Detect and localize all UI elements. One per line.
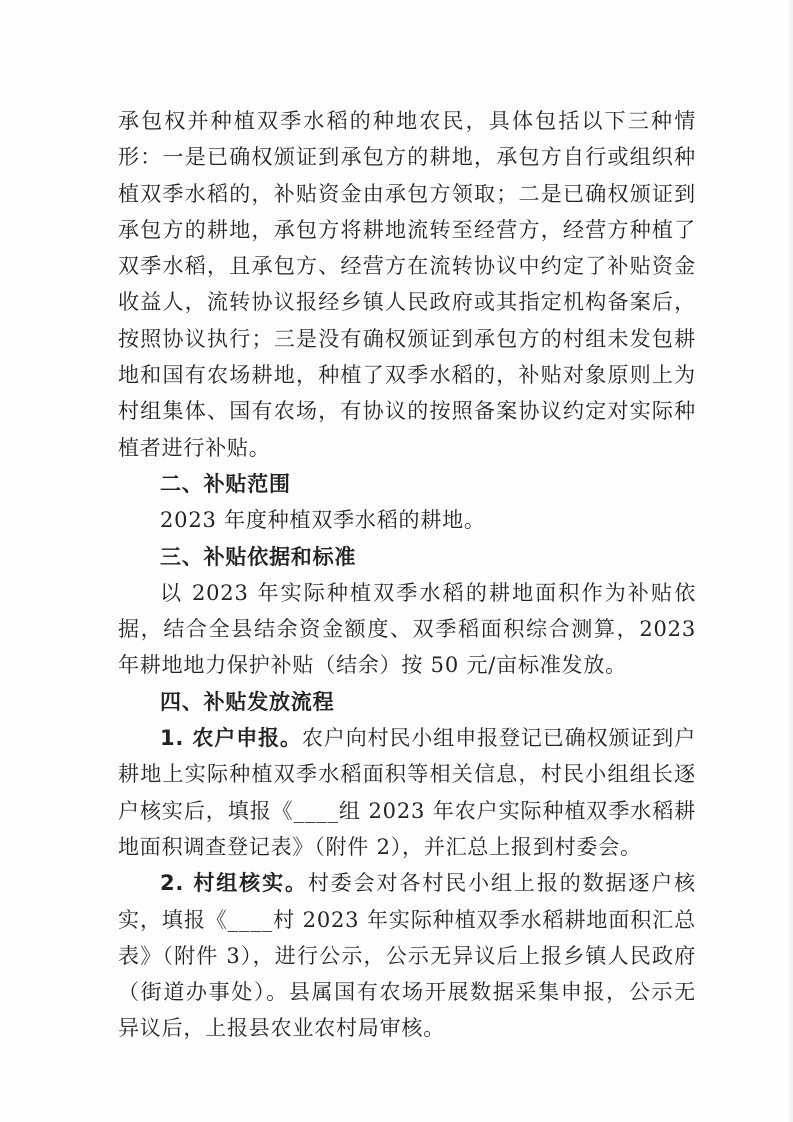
paragraph-subsidy-scope: 2023 年度种植双季水稻的耕地。	[160, 508, 486, 533]
paragraph-subsidy-basis: 以 2023 年实际种植双季水稻的耕地面积作为补贴依据，结合全县结余资金额度、双季稻面积综合测算，2023 年耕地地力保护补贴（结余）按 50 元/亩标准发放。	[118, 580, 696, 678]
heading-subsidy-basis: 三、补贴依据和标准	[160, 544, 357, 569]
step-1-text: 农户向村民小组申报登记已确权颁证到户耕地上实际种植双季水稻面积等相关信息，村民小组组长逐户核实后，填报《____组 2023 年农户实际种植双季水稻耕地面积调查登记表》（附件 2），并汇总上报到村委会。	[118, 726, 696, 859]
paragraph-step-farmer-report	[118, 720, 696, 865]
heading-subsidy-process: 四、补贴发放流程	[160, 689, 335, 714]
scan-edge-shadow	[787, 0, 793, 1122]
paragraph-step-village-verify	[118, 865, 696, 1046]
document-body	[118, 103, 696, 1047]
step-2-lead: 2. 村组核实。	[160, 871, 308, 896]
paragraph-subsidy-recipients: 承包权并种植双季水稻的种地农民，具体包括以下三种情形：一是已确权颁证到承包方的耕地，承包方自行或组织种植双季水稻的，补贴资金由承包方领取；二是已确权颁证到承包方的耕地，承包方将耕地流转至经营方，经营方种植了双季水稻，且承包方、经营方在流转协议中约定了补贴资金收益人，流转协议报经乡镇人民政府或其指定机构备案后，按照协议执行；三是没有确权颁证到承包方的村组未发包耕地和国有农场耕地，种植了双季水稻的，补贴对象原则上为村组集体、国有农场，有协议的按照备案协议约定对实际种植者进行补贴。	[118, 109, 696, 460]
step-1-lead: 1. 农户申报。	[160, 726, 302, 751]
step-2-text: 村委会对各村民小组上报的数据逐户核实，填报《____村 2023 年实际种植双季水稻耕地面积汇总表》（附件 3），进行公示，公示无异议后上报乡镇人民政府（街道办事处）。县属国有农场开展数据采集申报，公示无异议后，上报县农业农村局审核。	[118, 871, 696, 1041]
heading-subsidy-scope: 二、补贴范围	[160, 471, 291, 496]
